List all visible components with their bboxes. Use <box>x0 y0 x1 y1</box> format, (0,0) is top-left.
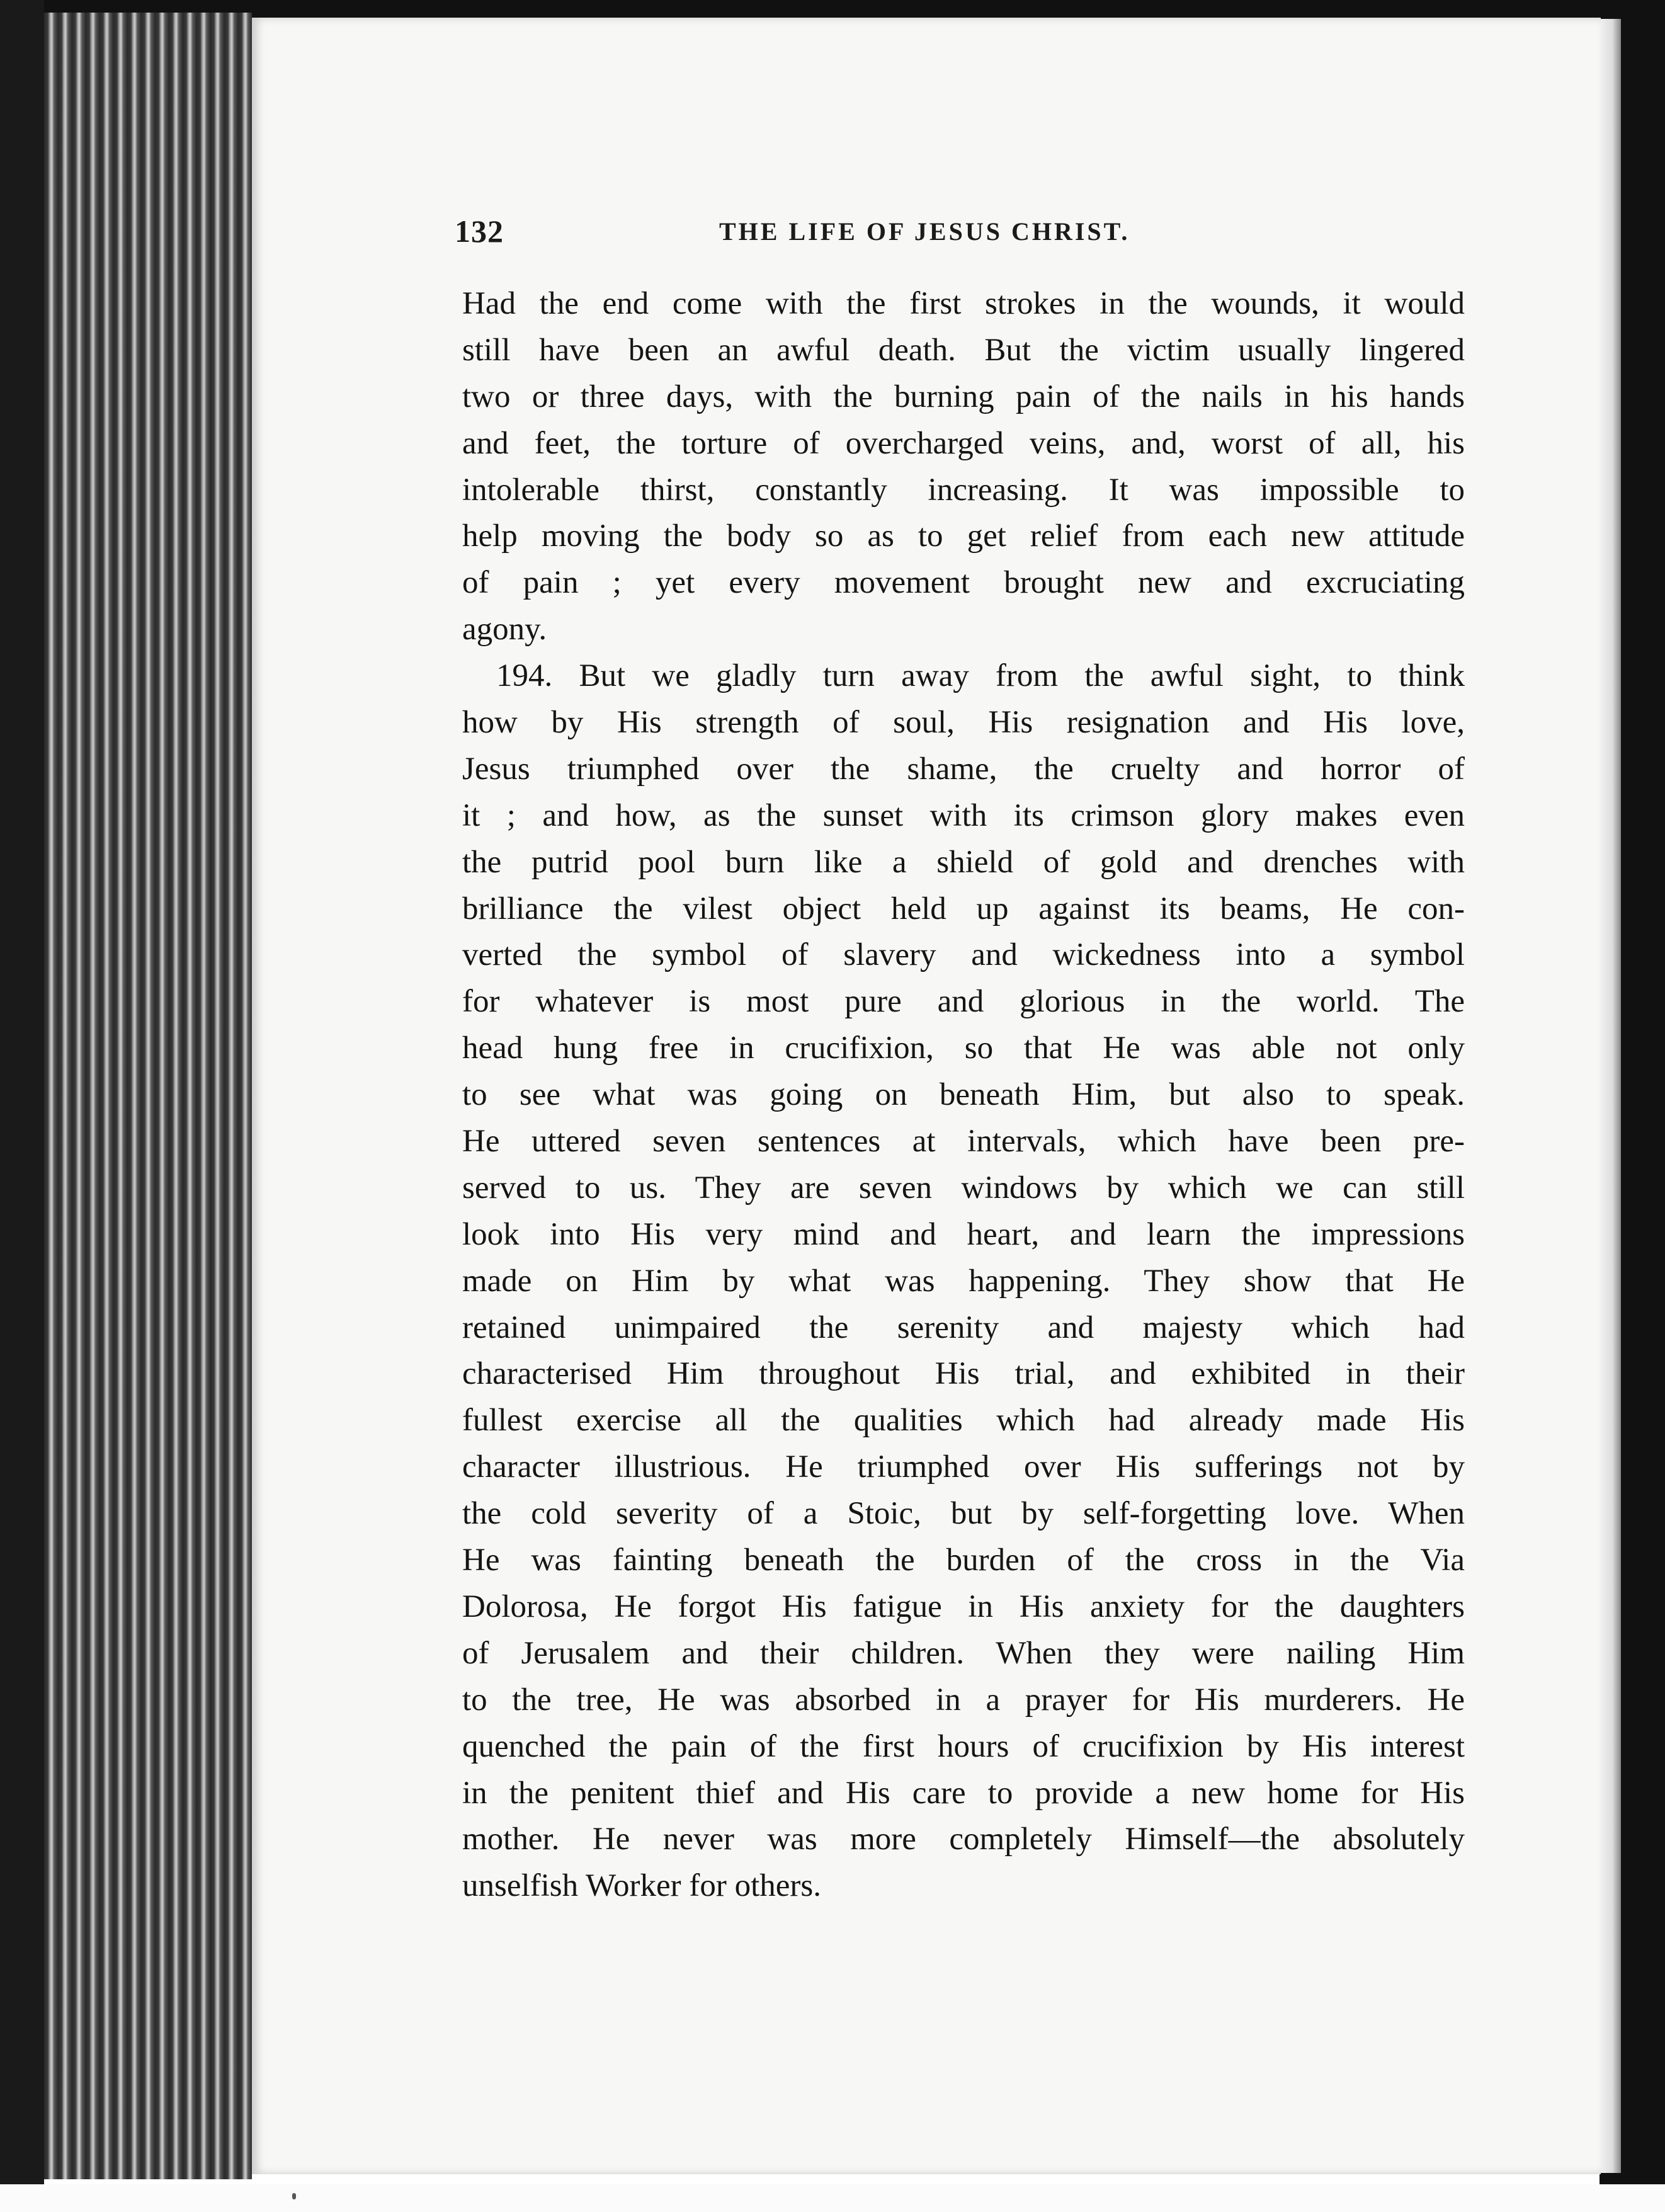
text-line: and feet, the torture of overcharged veins, and, worst of all, his <box>462 425 1465 461</box>
body-text <box>462 281 1465 1910</box>
text-line: the putrid pool burn like a shield of gold and drenches with <box>462 844 1465 880</box>
text-line: fullest exercise all the qualities which had already made His <box>462 1403 1465 1439</box>
text-line: still have been an awful death. But the victim usually lingered <box>462 332 1465 368</box>
text-line: served to us. They are seven windows by which we can still <box>462 1170 1465 1206</box>
text-line: head hung free in crucifixion, so that He was able not only <box>462 1030 1465 1066</box>
text-line: characterised Him throughout His trial, and exhibited in their <box>462 1356 1465 1392</box>
scan-speck <box>292 2193 296 2199</box>
text-line: of pain ; yet every movement brought new and excruciating <box>462 565 1465 601</box>
text-line: of Jerusalem and their children. When they were nailing Him <box>462 1635 1465 1671</box>
text-line: verted the symbol of slavery and wickedness into a symbol <box>462 937 1465 973</box>
text-line: how by His strength of soul, His resignation and His love, <box>462 705 1465 741</box>
text-line: to the tree, He was absorbed in a prayer for His murderers. He <box>462 1682 1465 1718</box>
running-title: THE LIFE OF JESUS CHRIST. <box>719 217 1130 246</box>
text-line: quenched the pain of the first hours of crucifixion by His interest <box>462 1728 1465 1764</box>
text-line: intolerable thirst, constantly increasing. It was impossible to <box>462 472 1465 508</box>
running-head <box>455 213 1190 257</box>
scanner-bottom-edge <box>0 2184 1665 2212</box>
text-line: brilliance the vilest object held up against its beams, He con- <box>462 891 1465 926</box>
text-line: look into His very mind and heart, and learn the impressions <box>462 1216 1465 1252</box>
text-line: Jesus triumphed over the shame, the cruelty and horror of <box>462 751 1465 787</box>
stacked-page-edges <box>44 13 252 2179</box>
paragraph-end-line: agony. <box>462 612 547 647</box>
text-line: in the penitent thief and His care to provide a new home for His <box>462 1775 1465 1811</box>
text-line: character illustrious. He triumphed over His sufferings not by <box>462 1449 1465 1485</box>
text-line: mother. He never was more completely Himself—the absolutely <box>462 1821 1465 1857</box>
text-line: retained unimpaired the serenity and majesty which had <box>462 1309 1465 1345</box>
text-line: the cold severity of a Stoic, but by self-forgetting love. When <box>462 1496 1465 1532</box>
page-number: 132 <box>455 214 504 249</box>
text-line: it ; and how, as the sunset with its crimson glory makes even <box>462 797 1465 833</box>
text-line: He uttered seven sentences at intervals, which have been pre- <box>462 1124 1465 1160</box>
text-line: for whatever is most pure and glorious in the world. The <box>462 984 1465 1020</box>
text-line: two or three days, with the burning pain of the nails in his hands <box>462 379 1465 414</box>
text-line: Dolorosa, He forgot His fatigue in His anxiety for the daughters <box>462 1588 1465 1624</box>
paragraph-end-line: unselfish Worker for others. <box>462 1868 821 1904</box>
text-line: to see what was going on beneath Him, but also to speak. <box>462 1077 1465 1113</box>
text-line: made on Him by what was happening. They show that He <box>462 1263 1465 1299</box>
text-line: help moving the body so as to get relief from each new attitude <box>462 518 1465 554</box>
paragraph-start-line: 194. But we gladly turn away from the awful sight, to think <box>496 658 1465 694</box>
book-spine-shadow <box>0 0 44 2186</box>
text-line: Had the end come with the first strokes in the wounds, it would <box>462 286 1465 321</box>
text-line: He was fainting beneath the burden of the cross in the Via <box>462 1542 1465 1578</box>
next-page-edge <box>1600 19 1621 2173</box>
